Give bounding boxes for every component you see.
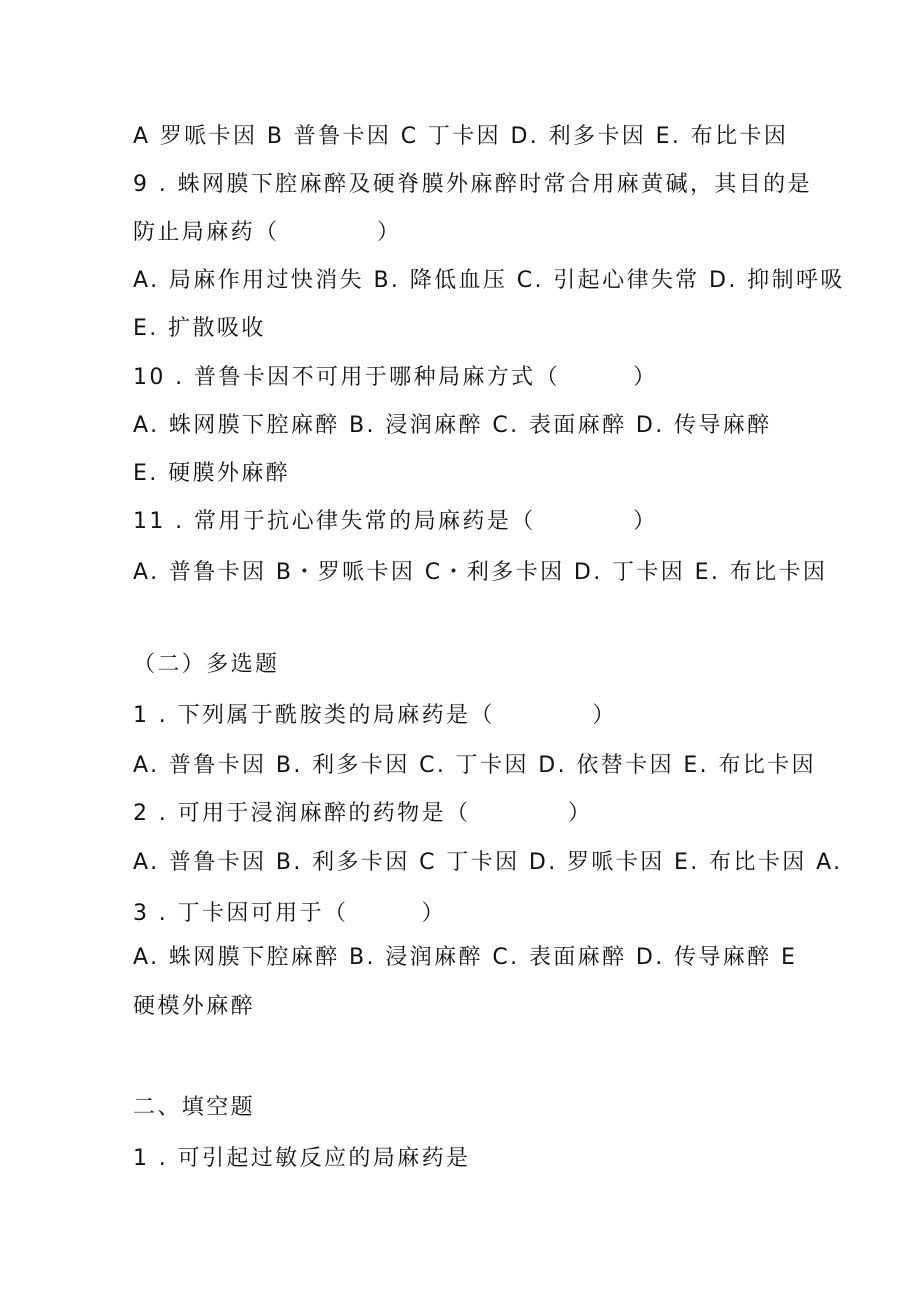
q9-options-line2: E. 扩散吸收 xyxy=(133,316,266,341)
q11-stem: 11 . 常用于抗心律失常的局麻药是（ ） xyxy=(133,509,658,534)
mc-q3-options-line1: A. 蛛网膜下腔麻醉 B. 浸润麻醉 C. 表面麻醉 D. 传导麻醉 E xyxy=(133,945,798,970)
mc-q3-stem: 3 . 丁卡因可用于（ ） xyxy=(133,901,446,926)
mc-q1-stem: 1 . 下列属于酰胺类的局麻药是（ ） xyxy=(133,703,617,728)
q10-options-line2: E. 硬膜外麻醉 xyxy=(133,461,291,486)
q10-options-line1: A. 蛛网膜下腔麻醉 B. 浸润麻醉 C. 表面麻醉 D. 传导麻醉 xyxy=(133,413,772,438)
mc-q2-options: A. 普鲁卡因 B. 利多卡因 C 丁卡因 D. 罗哌卡因 E. 布比卡因 A. xyxy=(133,850,843,875)
mc-q3-options-line2: 硬模外麻醉 xyxy=(133,994,256,1019)
q9-stem-line1: 9 . 蛛网膜下腔麻醉及硬脊膜外麻醉时常合用麻黄碱，其目的是 xyxy=(133,172,812,197)
q9-stem-line2: 防止局麻药（ ） xyxy=(133,220,402,245)
section-multiple-choice-heading: （二）多选题 xyxy=(133,652,280,677)
mc-q1-options: A. 普鲁卡因 B. 利多卡因 C. 丁卡因 D. 依替卡因 E. 布比卡因 xyxy=(133,753,817,778)
q10-stem: 10 . 普鲁卡因不可用于哪种局麻方式（ ） xyxy=(133,365,658,390)
section-fill-in-heading: 二、填空题 xyxy=(133,1095,256,1120)
q9-options-line1: A. 局麻作用过快消失 B. 降低血压 C. 引起心律失常 D. 抑制呼吸 xyxy=(133,268,845,293)
mc-q2-stem: 2 . 可用于浸润麻醉的药物是（ ） xyxy=(133,801,593,826)
q11-options: A. 普鲁卡因 B・罗哌卡因 C・利多卡因 D. 丁卡因 E. 布比卡因 xyxy=(133,560,828,585)
q8-options: A 罗哌卡因 B 普鲁卡因 C 丁卡因 D. 利多卡因 E. 布比卡因 xyxy=(133,124,789,149)
fill-q1-stem: 1 . 可引起过敏反应的局麻药是 xyxy=(133,1146,471,1171)
